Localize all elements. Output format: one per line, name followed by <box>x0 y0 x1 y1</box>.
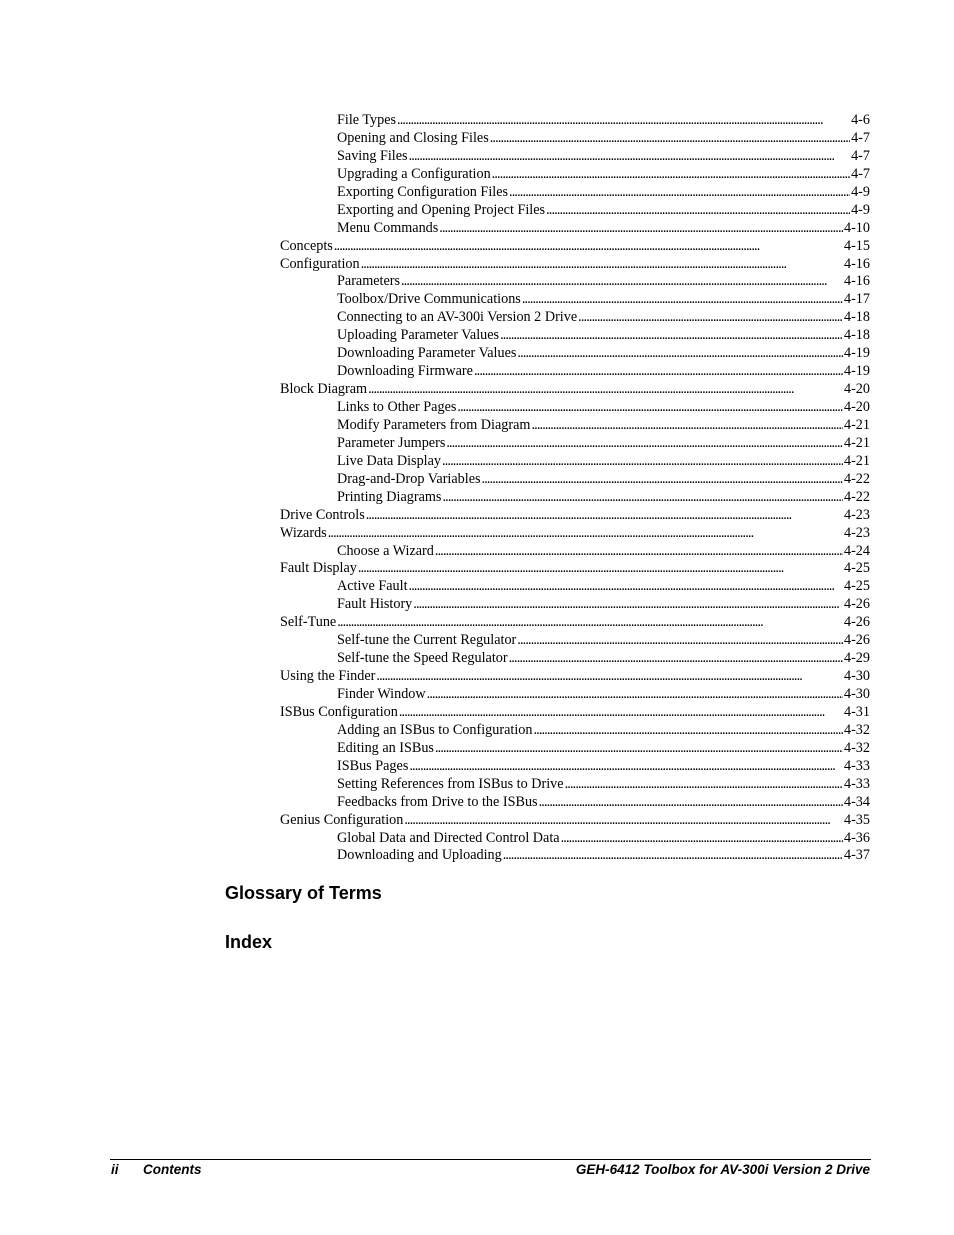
toc-entry-page: 4-26 <box>843 596 870 613</box>
toc-entry-page: 4-9 <box>851 183 870 200</box>
toc-entry-page: 4-19 <box>843 363 870 380</box>
toc-entry-level1 <box>280 668 870 686</box>
toc-entry-level2 <box>280 327 870 345</box>
toc-entry-level2 <box>280 399 870 417</box>
dot-leader <box>358 560 843 578</box>
toc-entry-page: 4-16 <box>843 273 870 290</box>
dot-leader <box>517 632 843 650</box>
dot-leader <box>539 794 843 812</box>
footer-document-title: GEH-6412 Toolbox for AV-300i Version 2 Drive <box>575 1162 870 1177</box>
toc-entry-title: Downloading Parameter Values <box>337 345 517 362</box>
toc-entry-page: 4-31 <box>843 703 870 720</box>
toc-entry-level2 <box>280 758 870 776</box>
toc-entry-page: 4-7 <box>851 129 870 146</box>
toc-entry-title: Feedbacks from Drive to the ISBus <box>337 793 538 810</box>
toc-entry-page: 4-20 <box>843 399 870 415</box>
toc-entry-level2 <box>280 148 870 166</box>
toc-entry-level1 <box>280 812 870 830</box>
toc-entry-level2 <box>280 794 870 812</box>
dot-leader <box>401 273 843 291</box>
toc-entry-title: Downloading and Uploading <box>337 847 502 864</box>
toc-entry-title: Saving Files <box>337 147 408 164</box>
toc-entry-page: 4-22 <box>843 488 870 505</box>
toc-entry-title: Opening and Closing Files <box>337 129 489 146</box>
toc-entry-level2 <box>280 847 870 865</box>
index-heading: Index <box>225 932 273 952</box>
dot-leader <box>399 704 843 722</box>
dot-leader <box>435 740 843 758</box>
toc-entry-level1 <box>280 525 870 543</box>
dot-leader <box>509 650 843 668</box>
dot-leader <box>492 166 850 184</box>
toc-entry-level2 <box>280 417 870 435</box>
toc-entry-title: Parameters <box>337 273 401 290</box>
toc-entry-page: 4-15 <box>843 237 870 254</box>
dot-leader <box>439 220 843 238</box>
toc-entry-title: Drag-and-Drop Variables <box>337 470 481 487</box>
toc-entry-title: Genius Configuration <box>280 811 404 828</box>
toc-entry-level2 <box>280 686 870 704</box>
toc-entry-page: 4-16 <box>843 255 870 272</box>
toc-entry-page: 4-21 <box>843 434 870 451</box>
toc-entry-title: Global Data and Directed Control Data <box>337 829 560 846</box>
toc-entry-level2 <box>280 578 870 596</box>
toc-entry-level1 <box>280 704 870 722</box>
toc-entry-page: 4-36 <box>843 829 870 846</box>
toc-entry-title: Live Data Display <box>337 452 442 469</box>
dot-leader <box>531 417 843 435</box>
toc-entry-page: 4-10 <box>843 219 870 236</box>
toc-entry-level2 <box>280 453 870 471</box>
toc-entry-page: 4-32 <box>843 739 870 756</box>
dot-leader <box>376 668 843 686</box>
toc-entry-title: Parameter Jumpers <box>337 434 446 451</box>
toc-entry-page: 4-25 <box>843 578 870 595</box>
dot-leader <box>446 435 843 453</box>
toc-entry-page: 4-26 <box>843 632 870 649</box>
toc-entry-page: 4-24 <box>843 542 870 559</box>
toc-entry-level2 <box>280 722 870 740</box>
toc-entry-title: Connecting to an AV-300i Version 2 Drive <box>337 309 578 326</box>
footer-section-name: Contents <box>143 1162 202 1177</box>
toc-entry-level1 <box>280 381 870 399</box>
toc-entry-level2 <box>280 166 870 184</box>
toc-entry-page: 4-30 <box>843 668 870 685</box>
toc-entry-level1 <box>280 256 870 274</box>
toc-entry-level2 <box>280 650 870 668</box>
dot-leader <box>409 148 851 166</box>
toc-entry-title: Active Fault <box>337 578 408 595</box>
toc-entry-page: 4-7 <box>851 165 870 182</box>
footer-page-number: ii <box>111 1162 119 1177</box>
dot-leader <box>522 291 843 309</box>
toc-entry-page: 4-23 <box>843 506 870 523</box>
toc-entry-title: Toolbox/Drive Communications <box>337 291 521 308</box>
toc-entry-title: Uploading Parameter Values <box>337 327 500 344</box>
toc-entry-page: 4-6 <box>851 112 870 128</box>
dot-leader <box>482 471 843 489</box>
dot-leader <box>474 363 843 381</box>
toc-entry-title: Menu Commands <box>337 219 439 236</box>
toc-entry-page: 4-33 <box>843 757 870 774</box>
toc-entry-title: Fault History <box>337 596 413 613</box>
toc-entry-level1 <box>280 560 870 578</box>
toc-entry-page: 4-22 <box>843 470 870 487</box>
toc-entry-page: 4-18 <box>843 309 870 326</box>
toc-entry-level2 <box>280 776 870 794</box>
toc-entry-level2 <box>280 291 870 309</box>
toc-entry-title: Drive Controls <box>280 506 365 523</box>
toc-entry-page: 4-29 <box>843 650 870 667</box>
toc-entry-page: 4-30 <box>843 686 870 702</box>
toc-entry-level2 <box>280 220 870 238</box>
toc-entry-title: Self-tune the Current Regulator <box>337 632 517 649</box>
toc-entry-page: 4-23 <box>843 524 870 541</box>
toc-entry-title: ISBus Pages <box>337 757 409 774</box>
toc-entry-title: Using the Finder <box>280 668 376 685</box>
toc-entry-title: File Types <box>337 112 397 128</box>
toc-entry-title: Modify Parameters from Diagram <box>337 416 531 433</box>
toc-entry-title: Editing an ISBus <box>337 739 434 756</box>
dot-leader <box>409 758 843 776</box>
toc-entry-title: Wizards <box>280 524 327 541</box>
dot-leader <box>490 130 850 148</box>
dot-leader <box>435 543 843 561</box>
toc-entry-level2 <box>280 184 870 202</box>
toc-entry-page: 4-37 <box>843 847 870 864</box>
toc-entry-page: 4-35 <box>843 811 870 828</box>
toc-entry-page: 4-33 <box>843 775 870 792</box>
toc-entry-page: 4-26 <box>843 614 870 631</box>
dot-leader <box>578 309 843 327</box>
toc-entry-level2 <box>280 740 870 758</box>
dot-leader <box>328 525 843 543</box>
toc-entry-title: Downloading Firmware <box>337 363 473 380</box>
toc-entry-level2 <box>280 632 870 650</box>
toc-entry-level2 <box>280 596 870 614</box>
toc-entry-page: 4-34 <box>843 793 870 810</box>
dot-leader <box>427 686 843 704</box>
toc-entry-title: Adding an ISBus to Configuration <box>337 721 533 738</box>
toc-entry-title: Block Diagram <box>280 381 368 398</box>
dot-leader <box>517 345 843 363</box>
toc-entry-level2 <box>280 202 870 220</box>
toc-entry-page: 4-7 <box>851 147 870 164</box>
dot-leader <box>334 238 843 256</box>
toc-entry-level2 <box>280 435 870 453</box>
dot-leader <box>546 202 850 220</box>
toc-entry-title: Setting References from ISBus to Drive <box>337 775 564 792</box>
toc-entry-page: 4-9 <box>851 201 870 218</box>
dot-leader <box>509 184 850 202</box>
dot-leader <box>565 776 843 794</box>
toc-entry-level1 <box>280 614 870 632</box>
toc-entry-level2 <box>280 273 870 291</box>
dot-leader <box>561 830 843 848</box>
dot-leader <box>533 722 843 740</box>
toc-entry-title: Fault Display <box>280 560 357 577</box>
toc-entry-title: Configuration <box>280 255 360 272</box>
toc-entry-page: 4-18 <box>843 327 870 344</box>
toc-entry-title: Exporting and Opening Project Files <box>337 201 546 218</box>
toc-entry-level2 <box>280 471 870 489</box>
toc-entry-page: 4-21 <box>843 452 870 469</box>
toc-entry-title: Concepts <box>280 237 333 254</box>
dot-leader <box>442 489 843 507</box>
toc-entry-level2 <box>280 345 870 363</box>
toc-entry-page: 4-17 <box>843 291 870 308</box>
toc-entry-level2 <box>280 112 870 130</box>
toc-entry-level2 <box>280 309 870 327</box>
dot-leader <box>368 381 843 399</box>
toc-entry-title: Choose a Wizard <box>337 542 434 559</box>
toc-entry-level2 <box>280 830 870 848</box>
toc-entry-title: Exporting Configuration Files <box>337 183 509 200</box>
dot-leader <box>503 847 843 865</box>
toc-entry-level2 <box>280 363 870 381</box>
dot-leader <box>361 256 843 274</box>
toc-entry-level2 <box>280 489 870 507</box>
toc-entry-level1 <box>280 507 870 525</box>
dot-leader <box>337 614 843 632</box>
toc-entry-page: 4-20 <box>843 381 870 398</box>
toc-entry-title: Self-tune the Speed Regulator <box>337 650 508 667</box>
toc-entry-title: Printing Diagrams <box>337 488 442 505</box>
footer-rule <box>110 1159 871 1160</box>
table-of-contents <box>280 112 870 865</box>
dot-leader <box>500 327 843 345</box>
dot-leader <box>366 507 843 525</box>
toc-entry-title: Finder Window <box>337 686 426 702</box>
toc-entry-page: 4-19 <box>843 345 870 362</box>
dot-leader <box>397 112 850 130</box>
toc-entry-level1 <box>280 238 870 256</box>
glossary-heading: Glossary of Terms <box>225 883 382 903</box>
toc-entry-title: Links to Other Pages <box>337 399 457 415</box>
dot-leader <box>409 578 843 596</box>
toc-entry-page: 4-25 <box>843 560 870 577</box>
toc-entry-title: Self-Tune <box>280 614 337 631</box>
toc-entry-page: 4-32 <box>843 721 870 738</box>
dot-leader <box>413 596 843 614</box>
toc-entry-title: ISBus Configuration <box>280 703 398 720</box>
dot-leader <box>442 453 843 471</box>
dot-leader <box>404 812 843 830</box>
toc-entry-level2 <box>280 130 870 148</box>
toc-entry-level2 <box>280 543 870 561</box>
dot-leader <box>457 399 843 417</box>
toc-entry-title: Upgrading a Configuration <box>337 165 491 182</box>
toc-entry-page: 4-21 <box>843 416 870 433</box>
